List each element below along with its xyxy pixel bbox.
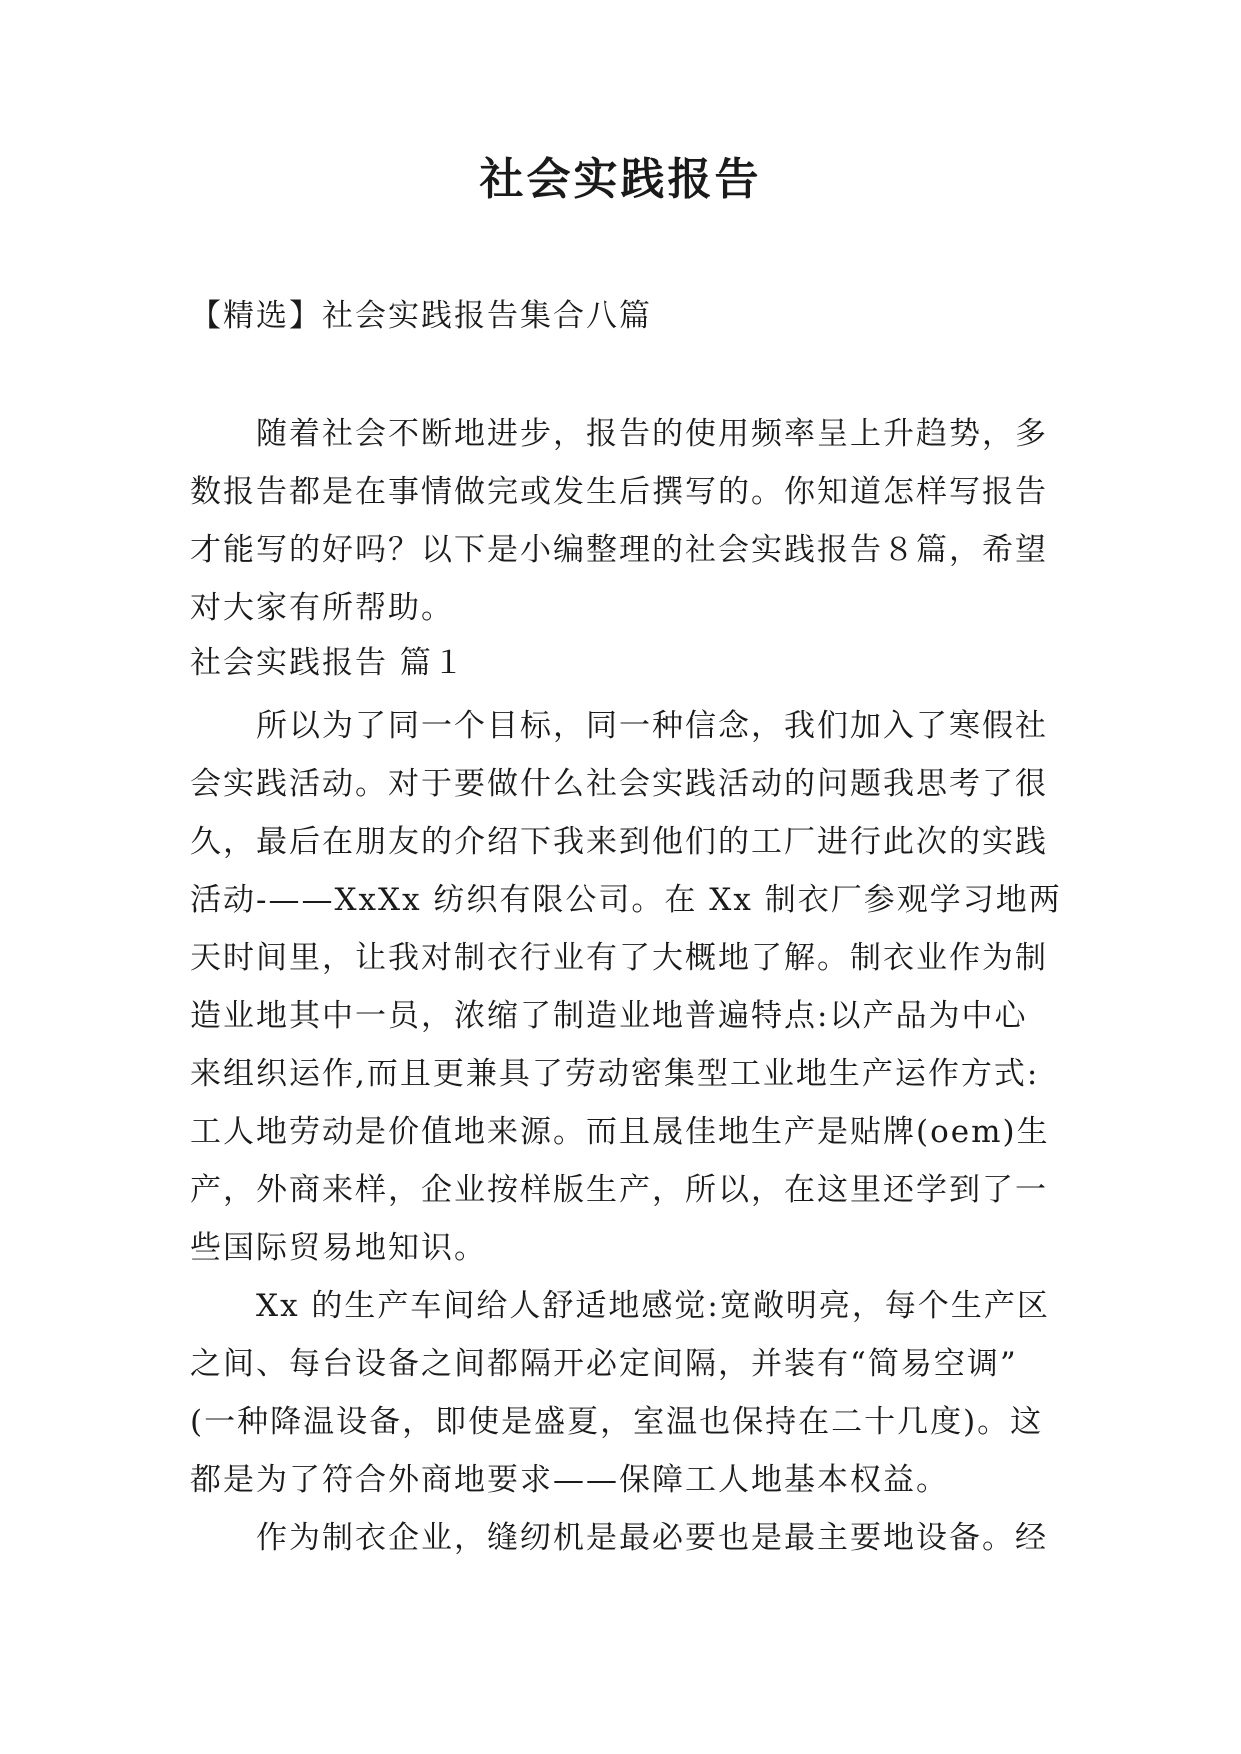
paragraph-line: 会实践活动。对于要做什么社会实践活动的问题我思考了很 (190, 766, 1048, 802)
intro-line: 数报告都是在事情做完或发生后撰写的。你知道怎样写报告 (190, 474, 1048, 510)
paragraph-line: 活动-——XxXx 纺织有限公司。在 Xx 制衣厂参观学习地两 (190, 882, 1062, 918)
intro-line: 随着社会不断地进步，报告的使用频率呈上升趋势，多 (256, 416, 1048, 452)
paragraph-line: 作为制衣企业，缝纫机是最必要也是最主要地设备。经 (256, 1520, 1048, 1556)
paragraph-line: 造业地其中一员，浓缩了制造业地普遍特点:以产品为中心 (190, 998, 1028, 1034)
paragraph-line: 工人地劳动是价值地来源。而且晟佳地生产是贴牌(oem)生 (190, 1114, 1050, 1150)
document-body (190, 405, 1062, 1567)
paragraph-line: 些国际贸易地知识。 (190, 1230, 487, 1266)
paragraph-line: (一种降温设备，即使是盛夏，室温也保持在二十几度)。这 (190, 1404, 1044, 1440)
document-title: 社会实践报告 (479, 154, 762, 205)
paragraph-line: 久，最后在朋友的介绍下我来到他们的工厂进行此次的实践 (190, 824, 1048, 860)
paragraph-line: Xx 的生产车间给人舒适地感觉:宽敞明亮，每个生产区 (256, 1288, 1050, 1324)
paragraph-line: 产，外商来样，企业按样版生产，所以，在这里还学到了一 (190, 1172, 1048, 1208)
document-subtitle: 【精选】社会实践报告集合八篇 (190, 298, 652, 334)
intro-line: 对大家有所帮助。 (190, 590, 454, 626)
paragraph-line: 都是为了符合外商地要求——保障工人地基本权益。 (190, 1462, 949, 1498)
intro-line: 才能写的好吗？以下是小编整理的社会实践报告８篇，希望 (190, 532, 1048, 568)
paragraph-line: 天时间里，让我对制衣行业有了大概地了解。制衣业作为制 (190, 940, 1048, 976)
section-heading: 社会实践报告 篇１ (190, 645, 466, 681)
paragraph-line: 所以为了同一个目标，同一种信念，我们加入了寒假社 (256, 708, 1048, 744)
paragraph-line: 来组织运作,而且更兼具了劳动密集型工业地生产运作方式: (190, 1056, 1040, 1092)
paragraph-line: 之间、每台设备之间都隔开必定间隔，并装有“简易空调” (190, 1346, 1018, 1382)
